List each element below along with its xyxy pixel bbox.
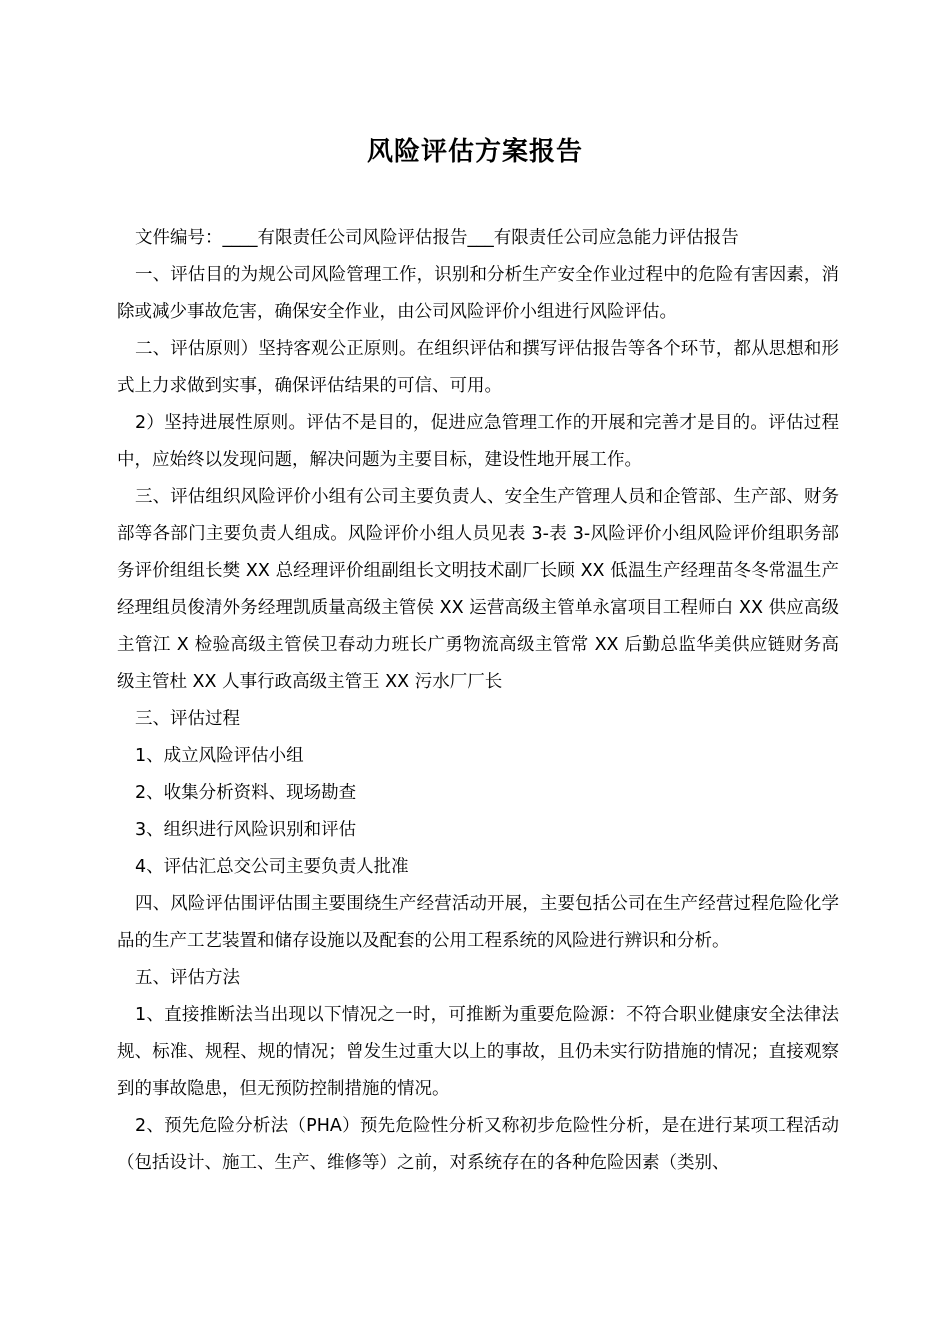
- paragraph-process-step-3: 3、组织进行风险识别和评估: [135, 820, 357, 840]
- paragraph-process-step-4: 4、评估汇总交公司主要负责人批准: [135, 857, 409, 877]
- paragraph-process-step-1: 1、成立风险评估小组: [135, 746, 304, 766]
- paragraph-process-step-2: 2、收集分析资料、现场勘查: [135, 783, 357, 803]
- paragraph-process-heading: 三、评估过程: [135, 709, 240, 729]
- paragraph-method-1: 1、直接推断法当出现以下情况之一时，可推断为重要危险源：不符合职业健康安全法律法规、标准、规程、规的情况；曾发生过重大以上的事故，且仍未实行防措施的情况；直接观察到的事故隐患，但无预防控制措施的情况。: [117, 1005, 839, 1099]
- paragraph-method-heading: 五、评估方法: [135, 968, 240, 988]
- document-body: [117, 220, 839, 1182]
- paragraph-organization: 三、评估组织风险评价小组有公司主要负责人、安全生产管理人员和企管部、生产部、财务部等各部门主要负责人组成。风险评价小组人员见表 3-表 3-风险评价小组风险评价组职务部务评价组组长樊 XX 总经理评价组副组长文明技术副厂长顾 XX 低温生产经理苗冬冬常温生产经理组员俊清外务经理凯质量高级主管侯 XX 运营高级主管单永富项目工程师白 XX 供应高级主管江 X 检验高级主管侯卫春动力班长广勇物流高级主管常 XX 后勤总监华美供应链财务高级主管杜 XX 人事行政高级主管王 XX 污水厂厂长: [117, 487, 839, 692]
- paragraph-principle-1: 二、评估原则）坚持客观公正原则。在组织评估和撰写评估报告等各个环节，都从思想和形式上力求做到实事，确保评估结果的可信、可用。: [117, 339, 839, 396]
- paragraph-principle-2: 2）坚持进展性原则。评估不是目的，促进应急管理工作的开展和完善才是目的。评估过程中，应始终以发现问题，解决问题为主要目标，建设性地开展工作。: [117, 413, 839, 470]
- page-title: 风险评估方案报告: [366, 137, 583, 167]
- paragraph-doc-number: 文件编号：____有限责任公司风险评估报告___有限责任公司应急能力评估报告: [135, 228, 739, 248]
- paragraph-method-2: 2、预先危险分析法（PHA）预先危险性分析又称初步危险性分析，是在进行某项工程活动（包括设计、施工、生产、维修等）之前，对系统存在的各种危险因素（类别、: [117, 1116, 839, 1173]
- paragraph-purpose: 一、评估目的为规公司风险管理工作，识别和分析生产安全作业过程中的危险有害因素，消除或减少事故危害，确保安全作业，由公司风险评价小组进行风险评估。: [117, 265, 839, 322]
- paragraph-scope: 四、风险评估围评估围主要围绕生产经营活动开展，主要包括公司在生产经营过程危险化学品的生产工艺装置和储存设施以及配套的公用工程系统的风险进行辨识和分析。: [117, 894, 839, 951]
